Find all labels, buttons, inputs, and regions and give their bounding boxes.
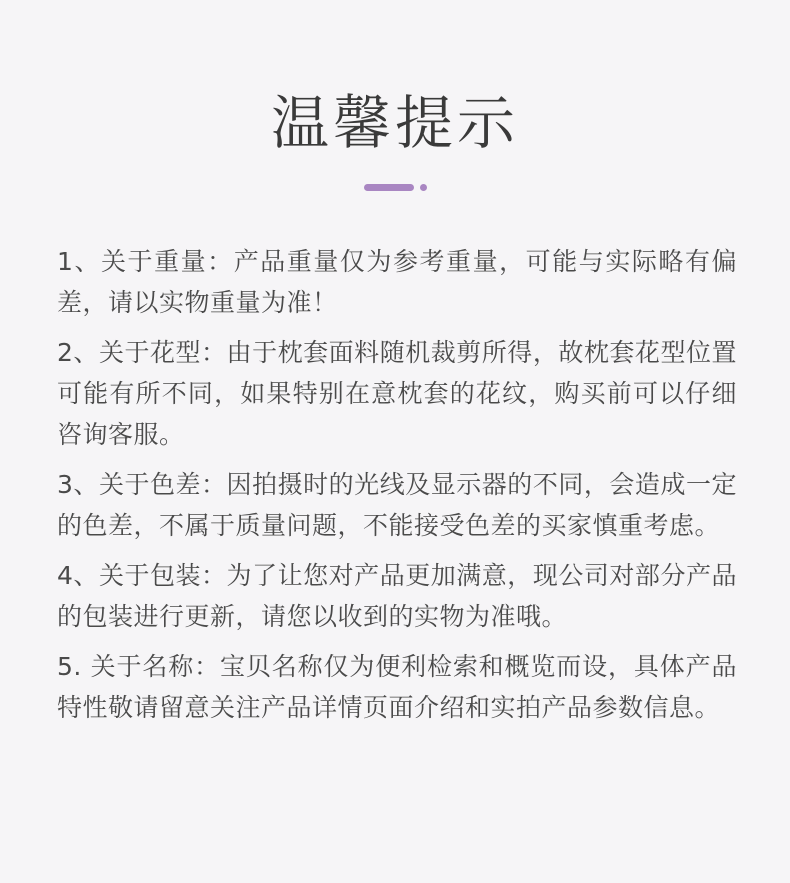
page-title: 温馨提示	[270, 89, 519, 157]
notice-list	[57, 241, 737, 737]
notice-item-packaging: 4、关于包装：为了让您对产品更加满意，现公司对部分产品的包装进行更新，请您以收到的实物为准哦。	[57, 561, 737, 631]
divider-dot	[420, 184, 427, 191]
divider-bar	[364, 184, 414, 191]
notice-item-weight: 1、关于重量：产品重量仅为参考重量，可能与实际略有偏差，请以实物重量为准！	[57, 247, 737, 317]
notice-item-color: 3、关于色差：因拍摄时的光线及显示器的不同，会造成一定的色差，不属于质量问题，不能接受色差的买家慎重考虑。	[57, 470, 737, 540]
notice-item-name: 5. 关于名称：宝贝名称仅为便利检索和概览而设，具体产品特性敬请留意关注产品详情页面介绍和实拍产品参数信息。	[57, 652, 737, 722]
title-divider	[0, 184, 790, 191]
notice-item-pattern: 2、关于花型：由于枕套面料随机裁剪所得，故枕套花型位置可能有所不同，如果特别在意枕套的花纹，购买前可以仔细咨询客服。	[57, 338, 737, 449]
